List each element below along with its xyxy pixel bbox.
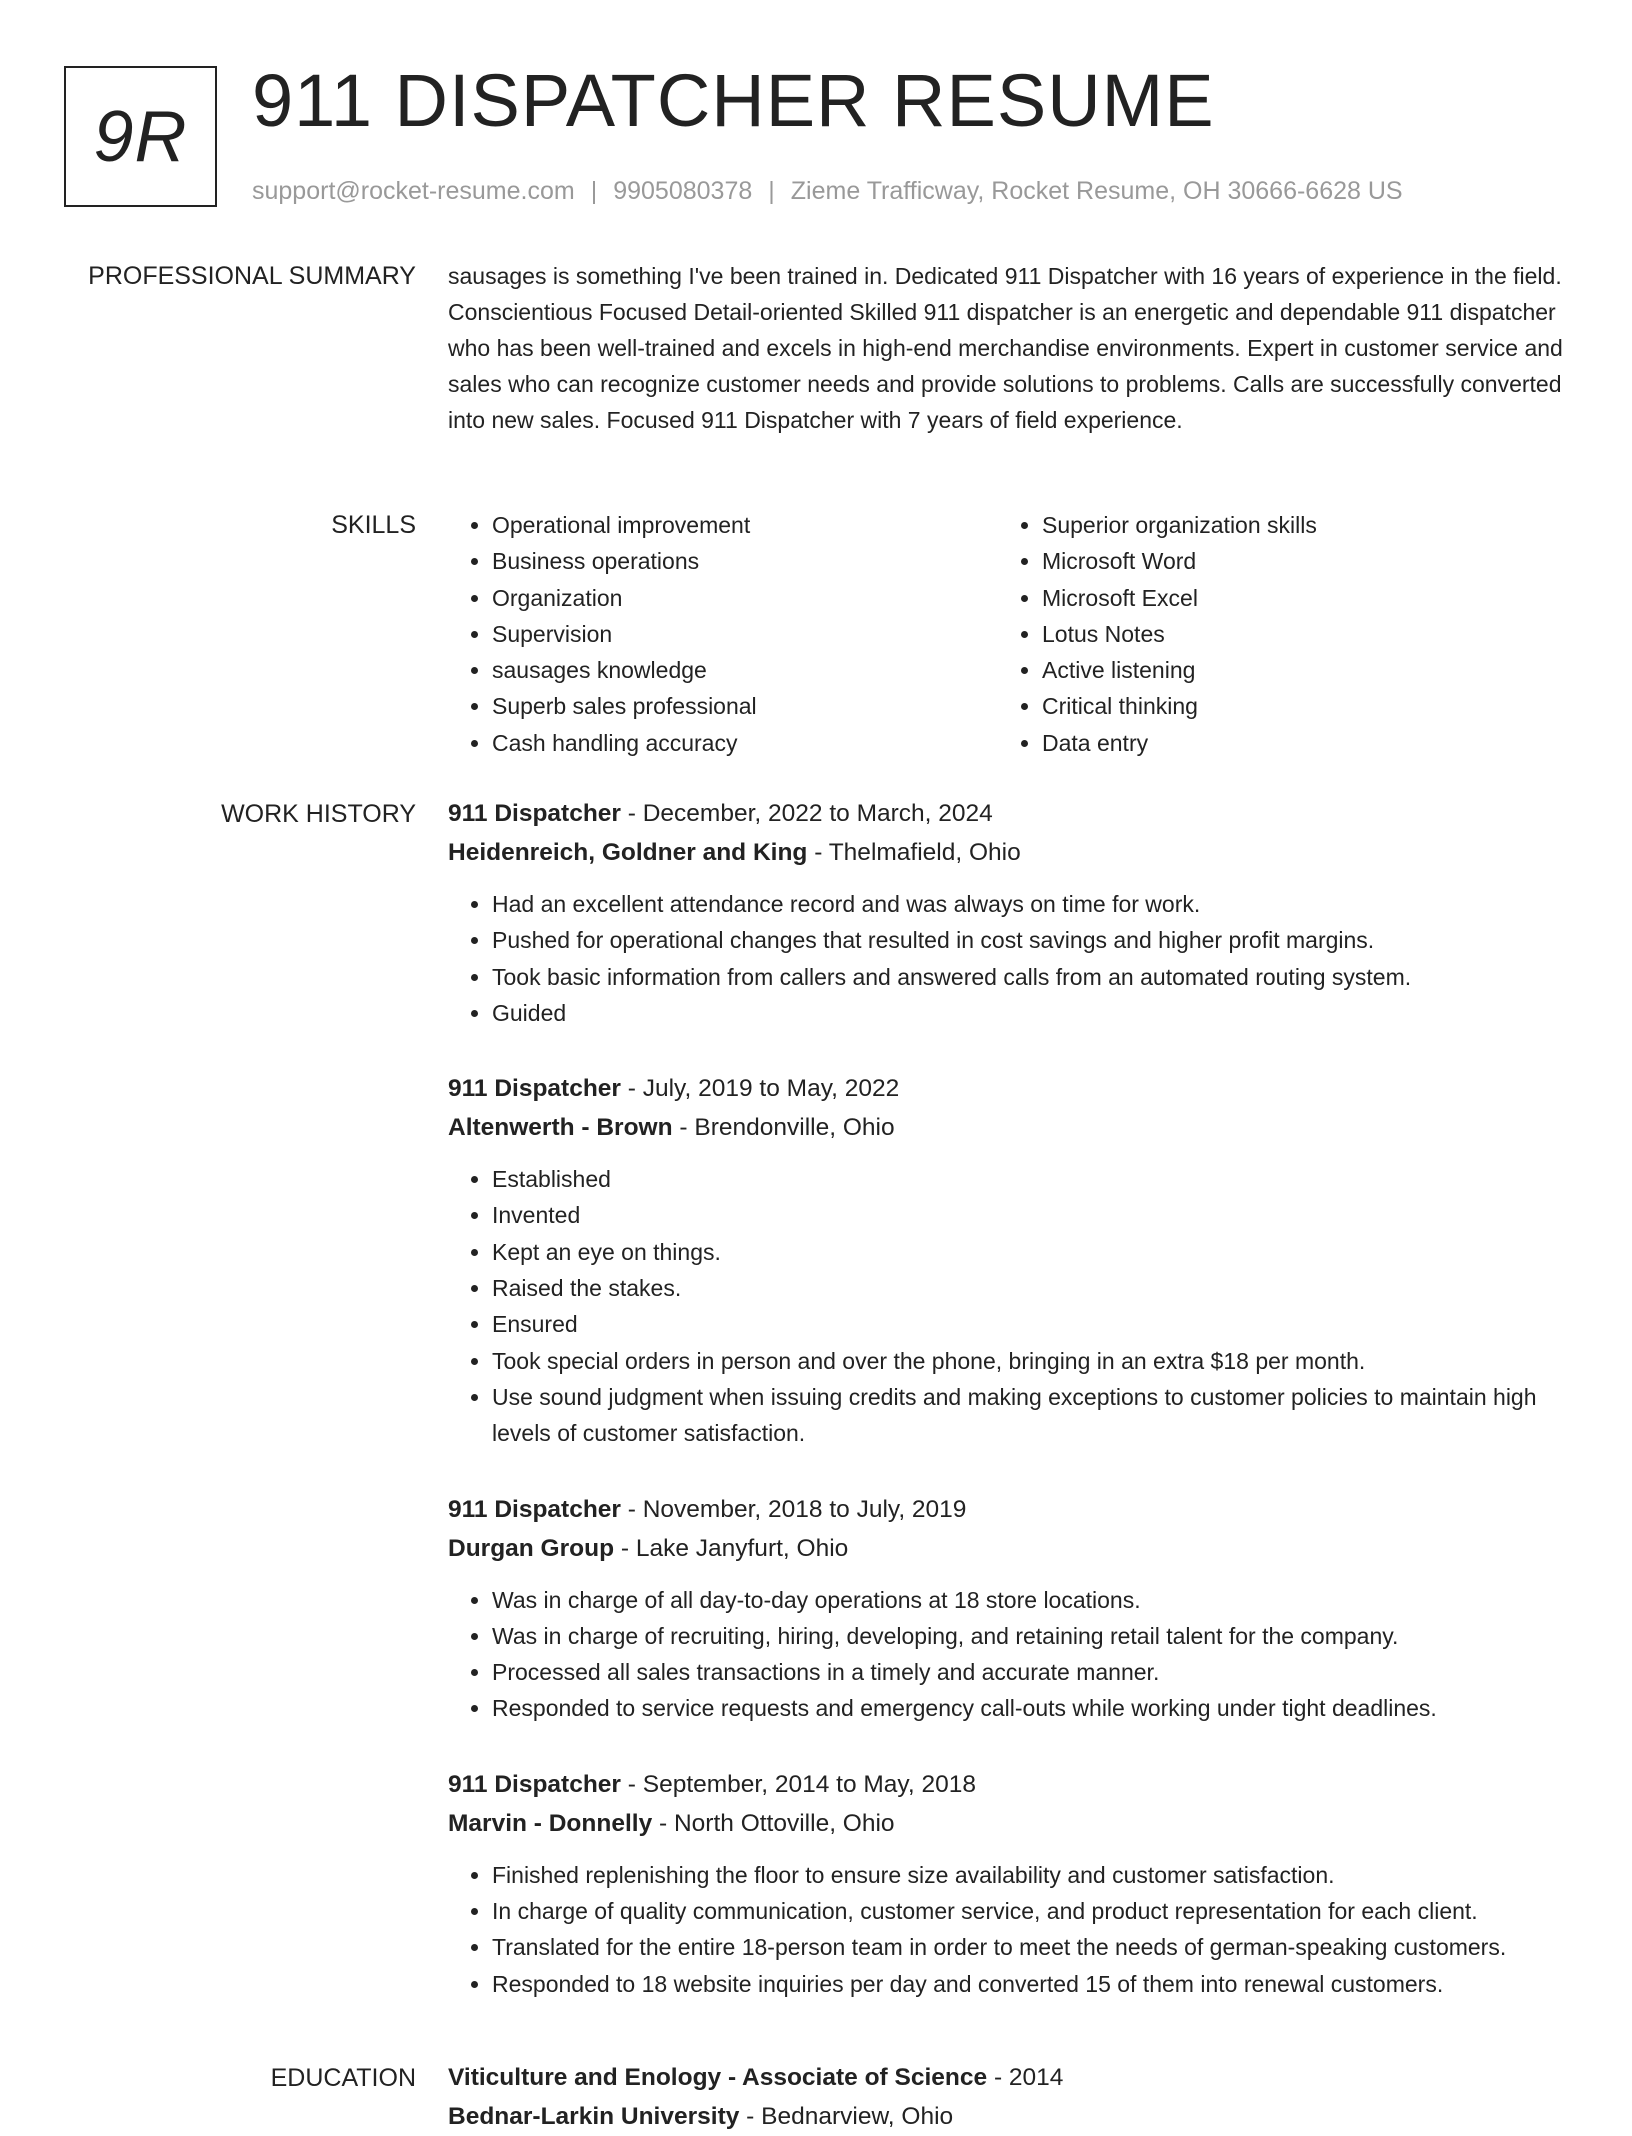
job-bullet: • Guided — [492, 995, 1568, 1031]
contact-address: Zieme Trafficway, Rocket Resume, OH 30666-6628 US — [790, 177, 1403, 205]
work-history-body — [448, 794, 1568, 2040]
job-company-line — [448, 1108, 1568, 1147]
job-bullet: • Raised the stakes. — [492, 1270, 1568, 1306]
skill-item: • Business operations — [492, 543, 998, 579]
skills-list-left — [448, 507, 998, 761]
education-school: Bednar-Larkin University — [448, 2103, 740, 2130]
education-degree-line — [448, 2058, 1568, 2097]
section-label-summary: PROFESSIONAL SUMMARY — [88, 262, 416, 290]
skill-item: • Lotus Notes — [1042, 616, 1548, 652]
job-title-line — [448, 1069, 1568, 1108]
skill-item: • sausages knowledge — [492, 652, 998, 688]
monogram-logo — [64, 66, 217, 207]
skills-list-right — [998, 507, 1548, 761]
job-dates: - December, 2022 to March, 2024 — [620, 800, 993, 827]
contact-separator: | — [768, 177, 775, 205]
job-bullet: • Responded to 18 website inquiries per day and converted 15 of them into renewal customers. — [492, 1966, 1568, 2002]
job-bullet: • Took special orders in person and over the phone, bringing in an extra $18 per month. — [492, 1343, 1568, 1379]
job-title: 911 Dispatcher — [448, 800, 621, 827]
section-label-skills: SKILLS — [331, 511, 416, 539]
job-bullet: • Ensured — [492, 1306, 1568, 1342]
job-title-line — [448, 1490, 1568, 1529]
skill-item: • Critical thinking — [1042, 688, 1548, 724]
job-bullets — [448, 1857, 1568, 2002]
skill-item: • Superb sales professional — [492, 688, 998, 724]
job-title: 911 Dispatcher — [448, 1495, 621, 1523]
job-company-line — [448, 1804, 1568, 1843]
skill-item: • Microsoft Word — [1042, 543, 1548, 579]
job-dates: - November, 2018 to July, 2019 — [620, 1495, 967, 1523]
contact-line — [252, 174, 1403, 208]
job-bullet: • Responded to service requests and emergency call-outs while working under tight deadlines. — [492, 1690, 1568, 1726]
job-company: Marvin - Donnelly — [448, 1809, 653, 1837]
job-title-line — [448, 794, 1568, 833]
job-title-line — [448, 1765, 1568, 1804]
summary-text: sausages is something I've been trained in. Dedicated 911 Dispatcher with 16 years of experience in the field. Conscientious Focused Detail-oriented Skilled 911 dispatcher is an energetic and dependable 911 dispatcher who has been well-trained and excels in high-end merchandise environments. Expert in customer service and sales who can recognize customer needs and provide solutions to problems. Calls are successfully converted into new sales. Focused 911 Dispatcher with 7 years of field experience. — [448, 263, 1563, 433]
job-entry — [448, 1765, 1568, 2002]
job-company: Heidenreich, Goldner and King — [448, 839, 808, 866]
job-bullet: • Kept an eye on things. — [492, 1234, 1568, 1270]
contact-separator: | — [590, 177, 598, 205]
summary-body — [448, 258, 1568, 438]
job-bullet: • Was in charge of all day-to-day operations at 18 store locations. — [492, 1582, 1568, 1618]
job-entry — [448, 1490, 1568, 1727]
job-dates: - September, 2014 to May, 2018 — [620, 1770, 976, 1798]
job-entry — [448, 794, 1568, 1031]
job-company-line — [448, 833, 1568, 872]
section-label-education: EDUCATION — [270, 2064, 416, 2092]
skill-item: • Supervision — [492, 616, 998, 652]
job-bullet: • Was in charge of recruiting, hiring, developing, and retaining retail talent for the company. — [492, 1618, 1568, 1654]
skill-item: • Microsoft Excel — [1042, 580, 1548, 616]
job-bullets — [448, 886, 1568, 1031]
job-bullet: • Use sound judgment when issuing credits and making exceptions to customer policies to maintain high levels of customer satisfaction. — [492, 1379, 1568, 1452]
section-label-work: WORK HISTORY — [221, 800, 416, 828]
job-bullet: • Invented — [492, 1197, 1568, 1233]
skill-item: • Cash handling accuracy — [492, 725, 998, 761]
job-company: Durgan Group — [448, 1534, 615, 1562]
job-bullet: • Had an excellent attendance record and was always on time for work. — [492, 886, 1568, 922]
job-bullets — [448, 1161, 1568, 1451]
job-dates: - July, 2019 to May, 2022 — [620, 1075, 900, 1103]
education-year: - 2014 — [987, 2064, 1064, 2091]
monogram-text: 9R — [93, 96, 188, 177]
education-school-line — [448, 2097, 1568, 2136]
job-bullet: • Took basic information from callers and answered calls from an automated routing system. — [492, 959, 1568, 995]
skill-item: • Superior organization skills — [1042, 507, 1548, 543]
skills-body — [448, 507, 1568, 761]
education-body — [448, 2058, 1568, 2136]
job-bullet: • Pushed for operational changes that resulted in cost savings and higher profit margins. — [492, 922, 1568, 958]
skill-item: • Organization — [492, 580, 998, 616]
job-company-line — [448, 1529, 1568, 1568]
job-location: - Brendonville, Ohio — [672, 1114, 895, 1142]
resume-title: 911 DISPATCHER RESUME — [252, 59, 1215, 142]
contact-phone: 9905080378 — [613, 177, 753, 205]
job-bullet: • Established — [492, 1161, 1568, 1197]
job-bullet: • Translated for the entire 18-person team in order to meet the needs of german-speaking customers. — [492, 1929, 1568, 1965]
job-location: - North Ottoville, Ohio — [652, 1809, 895, 1837]
education-location: - Bednarview, Ohio — [739, 2103, 954, 2130]
job-bullets — [448, 1582, 1568, 1727]
skill-item: • Data entry — [1042, 725, 1548, 761]
skill-item: • Active listening — [1042, 652, 1548, 688]
education-degree: Viticulture and Enology - Associate of Science — [448, 2064, 988, 2091]
job-bullet: • Finished replenishing the floor to ensure size availability and customer satisfaction. — [492, 1857, 1568, 1893]
job-location: - Thelmafield, Ohio — [807, 839, 1021, 866]
contact-email: support@rocket-resume.com — [252, 177, 575, 205]
job-bullet: • Processed all sales transactions in a timely and accurate manner. — [492, 1654, 1568, 1690]
job-location: - Lake Janyfurt, Ohio — [614, 1534, 849, 1562]
job-title: 911 Dispatcher — [448, 1075, 621, 1103]
job-company: Altenwerth - Brown — [448, 1114, 673, 1142]
job-entry — [448, 1069, 1568, 1451]
job-bullet: • In charge of quality communication, customer service, and product representation for each client. — [492, 1893, 1568, 1929]
job-title: 911 Dispatcher — [448, 1770, 621, 1798]
skill-item: • Operational improvement — [492, 507, 998, 543]
